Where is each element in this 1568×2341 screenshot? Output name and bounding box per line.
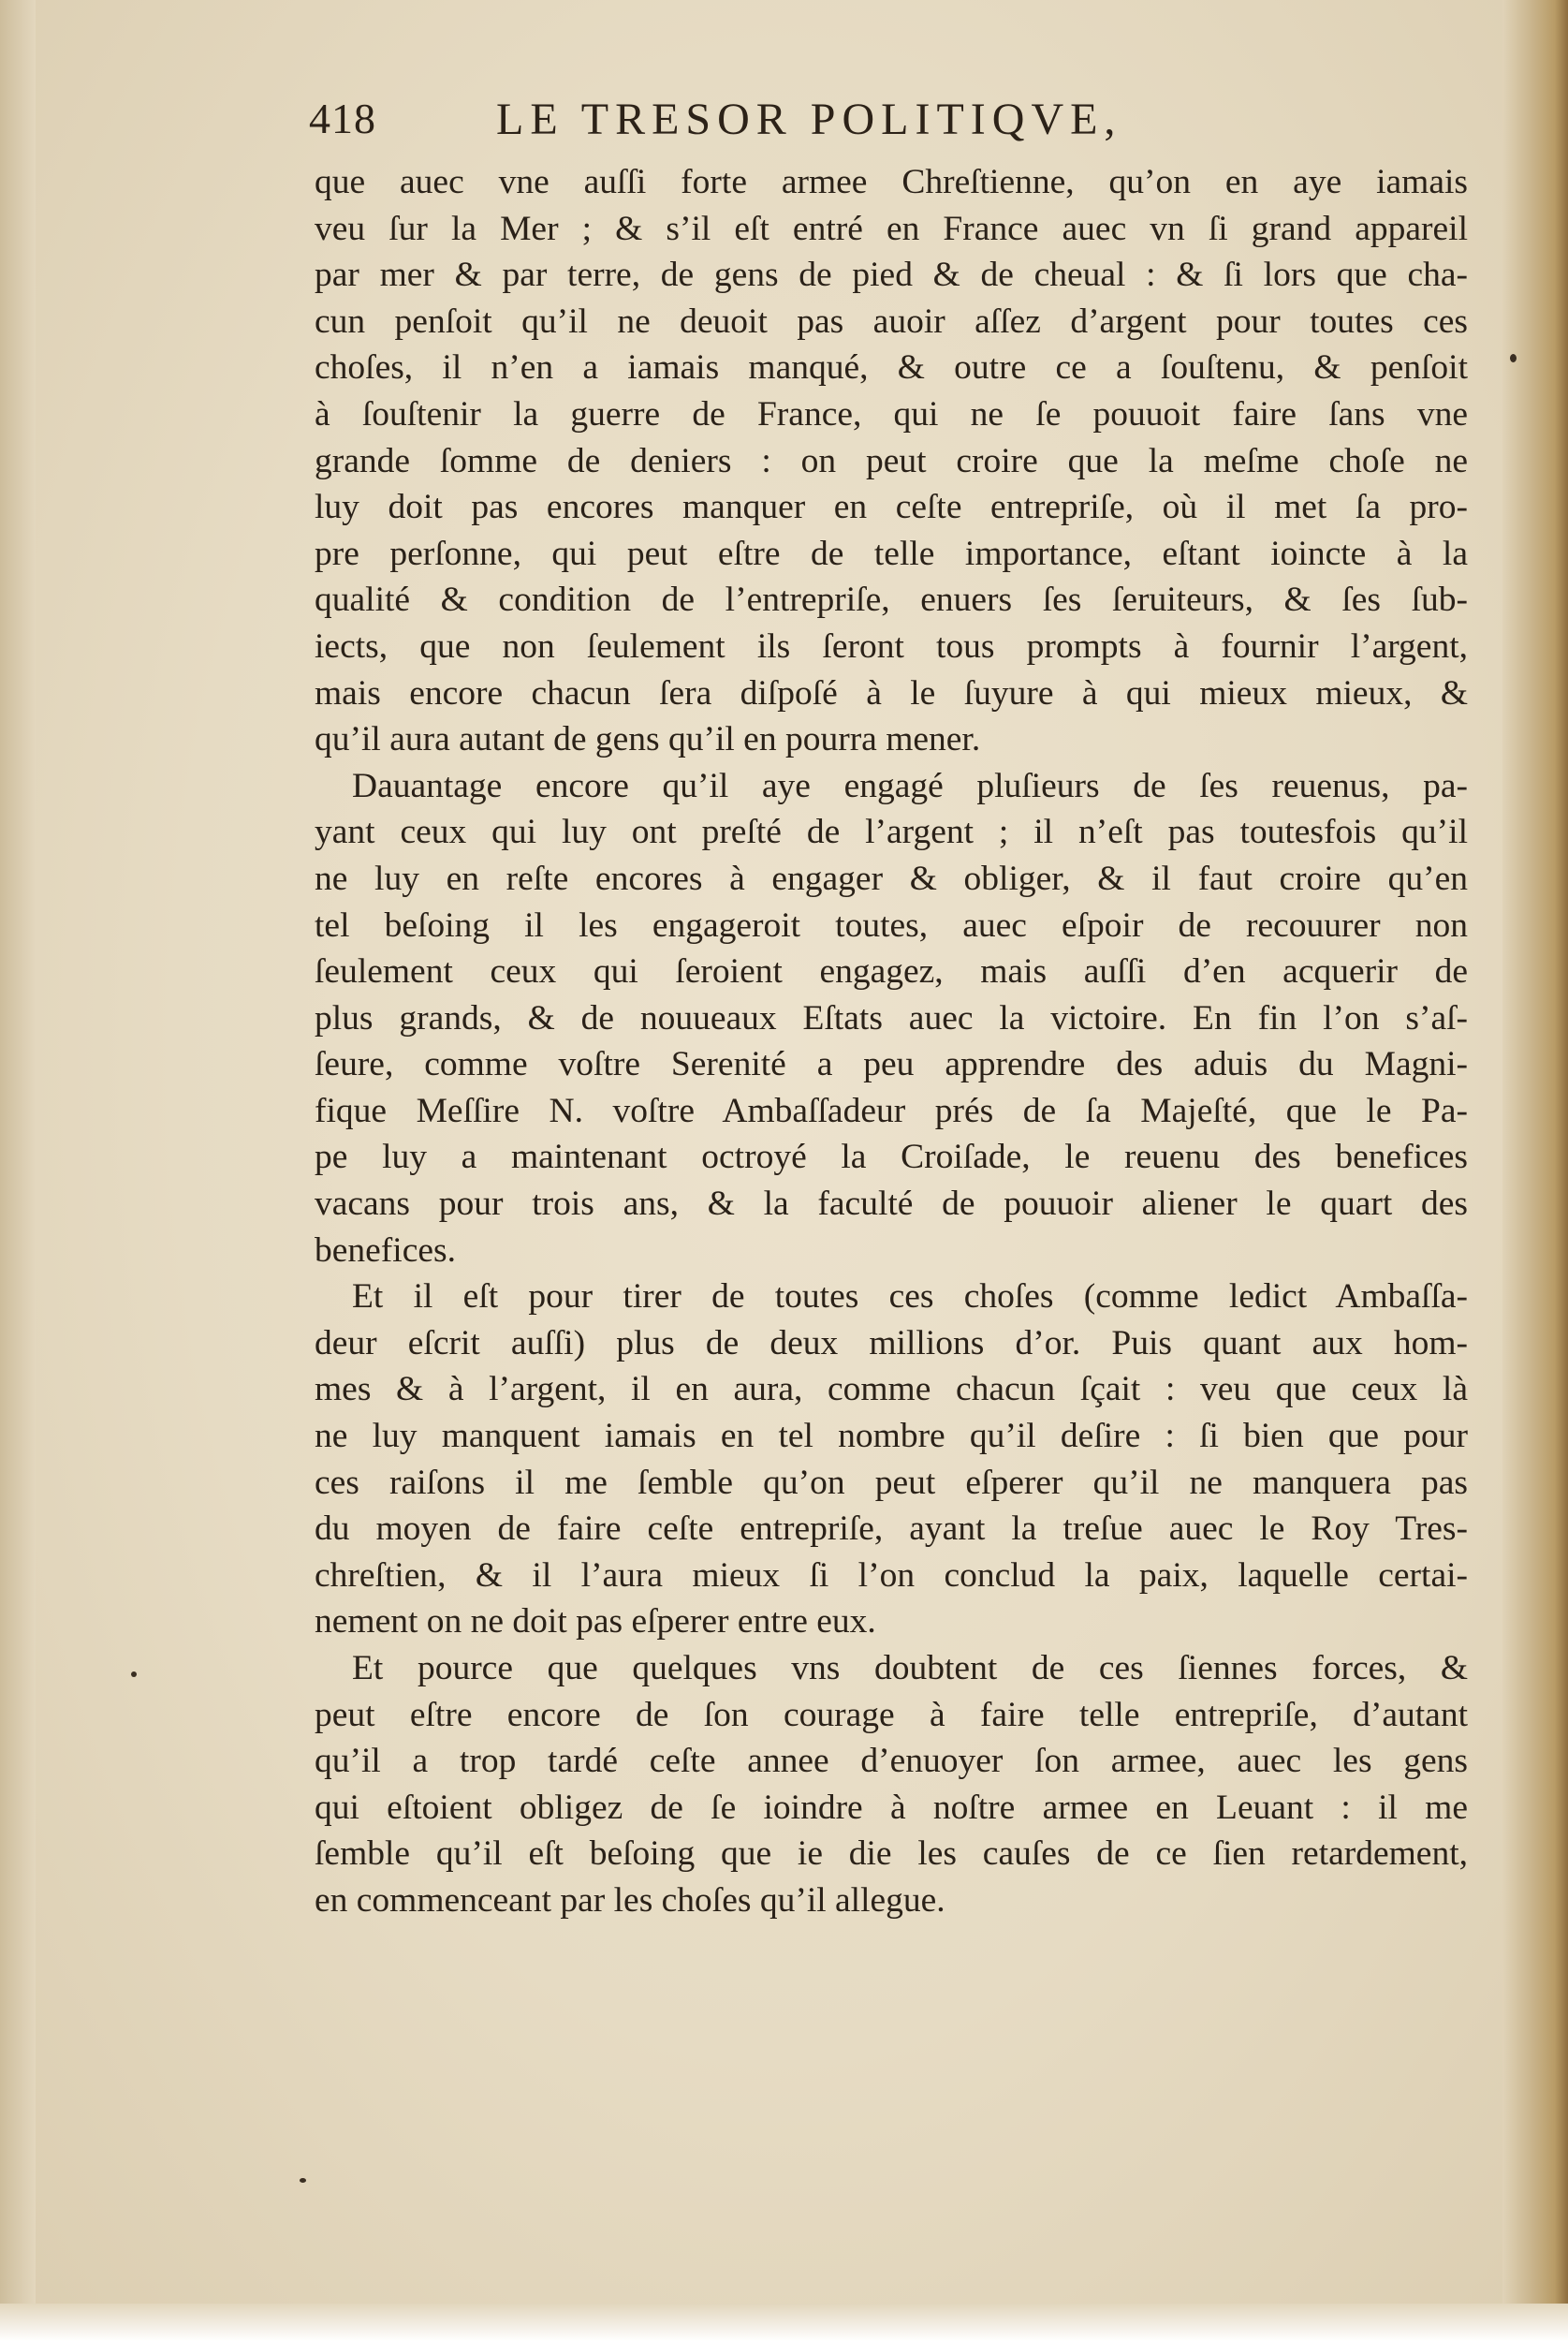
text-line: yant ceux qui luy ont preſté de l’argent ; il n’eſt pas toutesfois qu’il [315, 813, 1468, 852]
page-right-edge [1502, 0, 1568, 2341]
text-line: que auec vne auſſi forte armee Chreſtienne, qu’on en aye iamais [315, 163, 1468, 201]
text-line: nement on ne doit pas eſperer entre eux. [315, 1602, 876, 1642]
text-line: ces raiſons il me ſemble qu’on peut eſperer qu’il ne manquera pas [315, 1463, 1468, 1502]
text-line: qualité & condition de l’entrepriſe, enuers ſes ſeruiteurs, & ſes ſub- [315, 581, 1468, 620]
text-line: du moyen de faire ceſte entrepriſe, ayant la treſue auec le Roy Tres- [315, 1509, 1468, 1549]
text-line: qui eſtoient obligez de ſe ioindre à noſtre armee en Leuant : il me [315, 1788, 1468, 1827]
page-bottom-edge [0, 2304, 1568, 2341]
text-line: qu’il aura autant de gens qu’il en pourra mener. [315, 720, 981, 759]
page-left-edge [0, 0, 36, 2341]
text-line: Et pource que quelques vns doubtent de ces ſiennes forces, & [352, 1649, 1468, 1687]
text-line: benefices. [315, 1230, 456, 1270]
text-line: Et il eſt pour tirer de toutes ces choſes (comme ledict Ambaſſa- [352, 1277, 1468, 1317]
text-line: Dauantage encore qu’il aye engagé pluſieurs de ſes reuenus, pa- [352, 766, 1468, 805]
text-line: par mer & par terre, de gens de pied & de cheual : & ſi lors que cha- [315, 256, 1468, 295]
ink-speck [300, 2178, 306, 2183]
text-line: ſeure, comme voſtre Serenité a peu apprendre des aduis du Magni- [315, 1045, 1468, 1084]
text-line: fique Meſſire N. voſtre Ambaſſadeur prés de ſa Majeſté, que le Pa- [315, 1091, 1468, 1130]
text-line: à ſouſtenir la guerre de France, qui ne ſe pouuoit faire ſans vne [315, 394, 1468, 434]
text-line: grande ſomme de deniers : on peut croire que la meſme choſe ne [315, 441, 1468, 480]
text-line: plus grands, & de nouueaux Eſtats auec la victoire. En fin l’on s’aſ- [315, 998, 1468, 1038]
text-line: cun penſoit qu’il ne deuoit pas auoir aſſez d’argent pour toutes ces [315, 302, 1468, 341]
text-line: iects, que non ſeulement ils ſeront tous prompts à fournir l’argent, [315, 626, 1468, 666]
text-line: pe luy a maintenant octroyé la Croiſade, le reuenu des benefices [315, 1138, 1468, 1177]
text-line: ſeulement ceux qui ſeroient engagez, mais auſſi d’en acquerir de [315, 952, 1468, 992]
body-text [315, 159, 1468, 1924]
text-line: ſemble qu’il eſt beſoing que ie die les cauſes de ce ſien retardement, [315, 1834, 1468, 1874]
text-line: deur eſcrit auſſi) plus de deux millions d’or. Puis quant aux hom- [315, 1323, 1468, 1362]
running-title: LE TRESOR POLITIQVE, [496, 95, 1122, 144]
text-line: vacans pour trois ans, & la faculté de pouuoir aliener le quart des [315, 1185, 1468, 1224]
text-line: luy doit pas encores manquer en ceſte entrepriſe, où il met ſa pro- [315, 488, 1468, 527]
text-line: mais encore chacun ſera diſpoſé à le ſuyure à qui mieux mieux, & [315, 673, 1468, 713]
text-line: pre perſonne, qui peut eſtre de telle importance, eſtant ioincte à la [315, 534, 1468, 573]
text-line: choſes, il n’en a iamais manqué, & outre ce a ſouſtenu, & penſoit [315, 348, 1468, 388]
text-line: ne luy en reſte encores à engager & obliger, & il faut croire qu’en [315, 859, 1468, 898]
ink-speck [1510, 354, 1517, 362]
text-line: ne luy manquent iamais en tel nombre qu’il deſire : ſi bien que pour [315, 1417, 1468, 1456]
text-line: veu ſur la Mer ; & s’il eſt entré en France auec vn ſi grand appareil [315, 209, 1468, 248]
page-number: 418 [309, 95, 376, 142]
text-line: peut eſtre encore de ſon courage à faire telle entrepriſe, d’autant [315, 1695, 1468, 1734]
ink-speck [131, 1671, 137, 1677]
page-header [309, 94, 1367, 159]
text-line: chreſtien, & il l’aura mieux ſi l’on conclud la paix, laquelle certai- [315, 1555, 1468, 1595]
text-line: qu’il a trop tardé ceſte annee d’enuoyer ſon armee, auec les gens [315, 1742, 1468, 1781]
text-line: en commenceant par les choſes qu’il allegue. [315, 1880, 945, 1920]
text-line: mes & à l’argent, il en aura, comme chacun ſçait : veu que ceux là [315, 1370, 1468, 1409]
text-line: tel beſoing il les engageroit toutes, auec eſpoir de recouurer non [315, 905, 1468, 945]
